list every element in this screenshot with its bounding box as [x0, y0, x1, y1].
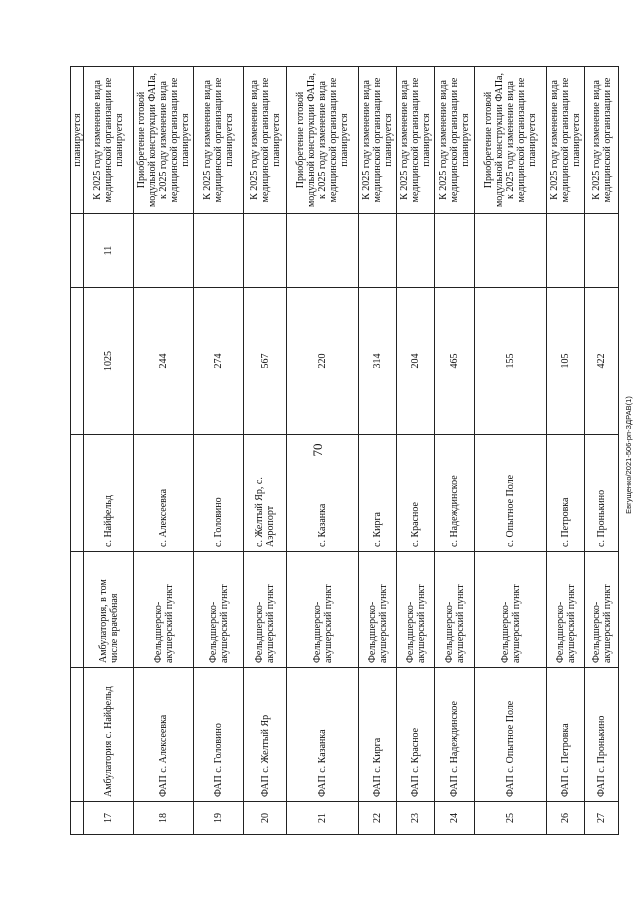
extra-value: 11: [84, 214, 134, 288]
facility-type: Фельдшерско-акушерский пункт: [397, 552, 435, 668]
table-row: [287, 67, 359, 835]
facility-name: ФАП с. Опытное Поле: [475, 668, 547, 802]
facility-name: ФАП с. Казанка: [287, 668, 359, 802]
note: Приобретение готовой модульной конструкции ФАПа, к 2025 году изменение вида медицинской организации не планируется: [475, 67, 547, 214]
note: К 2025 году изменение вида медицинской организации не планируется: [547, 67, 585, 214]
population: 1025: [84, 288, 134, 435]
facility-name: ФАП с. Надеждинское: [435, 668, 475, 802]
table-row: [84, 67, 134, 835]
population: 220: [287, 288, 359, 435]
row-number: 25: [475, 802, 547, 835]
note: К 2025 году изменение вида медицинской организации не: [585, 67, 619, 214]
facility-name: ФАП с. Алексеевка: [134, 668, 194, 802]
population: 204: [397, 288, 435, 435]
facility-type: Фельдшерско-акушерский пункт: [475, 552, 547, 668]
note: К 2025 году изменение вида медицинской организации не планируется: [359, 67, 397, 214]
facility-name: Амбулатория с. Найфельд: [84, 668, 134, 802]
population: 314: [359, 288, 397, 435]
locality: с. Опытное Поле: [475, 435, 547, 552]
facility-type: Фельдшерско-акушерский пункт: [359, 552, 397, 668]
extra-value: [287, 214, 359, 288]
row-number: 22: [359, 802, 397, 835]
population: 105: [547, 288, 585, 435]
extra-value: [547, 214, 585, 288]
row-number: 27: [585, 802, 619, 835]
table-row: [475, 67, 547, 835]
row-number: 26: [547, 802, 585, 835]
population: 155: [475, 288, 547, 435]
population: 244: [134, 288, 194, 435]
row-number: 24: [435, 802, 475, 835]
table-row: [359, 67, 397, 835]
facility-type: Фельдшерско-акушерский пункт: [585, 552, 619, 668]
note: К 2025 году изменение вида медицинской организации не планируется: [397, 67, 435, 214]
note: К 2025 году изменение вида медицинской организации не планируется: [84, 67, 134, 214]
table-row: [547, 67, 585, 835]
locality: с. Желтый Яр, с. Аэропорт: [244, 435, 287, 552]
extra-value: [435, 214, 475, 288]
facility-name: ФАП с. Красное: [397, 668, 435, 802]
table-row: [134, 67, 194, 835]
facility-name: ФАП с. Кирга: [359, 668, 397, 802]
row-number: 19: [194, 802, 244, 835]
facility-name: ФАП с. Петровка: [547, 668, 585, 802]
table-row: [194, 67, 244, 835]
facility-type: Фельдшерско-акушерский пункт: [244, 552, 287, 668]
note: Приобретение готовой модульной конструкции ФАПа, к 2025 году изменение вида медицинской организации не планируется: [134, 67, 194, 214]
extra-value: [475, 214, 547, 288]
locality: с. Петровка: [547, 435, 585, 552]
facility-name: ФАП с. Желтый Яр: [244, 668, 287, 802]
facility-type: Фельдшерско-акушерский пункт: [547, 552, 585, 668]
facility-type: Фельдшерско-акушерский пункт: [194, 552, 244, 668]
extra-value: [585, 214, 619, 288]
extra-value: [397, 214, 435, 288]
locality: с. Алексеевка: [134, 435, 194, 552]
locality: с. Красное: [397, 435, 435, 552]
extra-value: [194, 214, 244, 288]
table-row: [435, 67, 475, 835]
facility-name: ФАП с. Пронькино: [585, 668, 619, 802]
locality: с. Надеждинское: [435, 435, 475, 552]
document-code: Евгущенко/2021-506-рп-ЗДРАВ(1): [624, 396, 633, 514]
table-row: [585, 67, 619, 835]
population: 274: [194, 288, 244, 435]
population: 465: [435, 288, 475, 435]
row-number: 20: [244, 802, 287, 835]
facility-type: Амбулатория, в том числе врачебная: [84, 552, 134, 668]
row-number: 23: [397, 802, 435, 835]
population: 422: [585, 288, 619, 435]
note: Приобретение готовой модульной конструкции ФАПа, к 2025 году изменение вида медицинской организации не планируется: [287, 67, 359, 214]
note: К 2025 году изменение вида медицинской организации не планируется: [435, 67, 475, 214]
row-number: 17: [84, 802, 134, 835]
extra-value: [359, 214, 397, 288]
note: К 2025 году изменение вида медицинской организации не планируется: [194, 67, 244, 214]
extra-value: [134, 214, 194, 288]
locality: с. Найфельд: [84, 435, 134, 552]
table-body: [71, 67, 619, 835]
note: К 2025 году изменение вида медицинской организации не планируется: [244, 67, 287, 214]
facility-type: Фельдшерско-акушерский пункт: [435, 552, 475, 668]
row-number: 21: [287, 802, 359, 835]
locality: с. Казанка: [287, 435, 359, 552]
extra-value: [244, 214, 287, 288]
facility-type: Фельдшерско-акушерский пункт: [134, 552, 194, 668]
locality: с. Кирга: [359, 435, 397, 552]
facility-type: Фельдшерско-акушерский пункт: [287, 552, 359, 668]
page-number: 70: [310, 443, 325, 457]
locality: с. Головино: [194, 435, 244, 552]
table-row: [397, 67, 435, 835]
table-row: [244, 67, 287, 835]
rotated-table-wrapper: [70, 67, 613, 835]
locality: с. Пронькино: [585, 435, 619, 552]
facility-name: ФАП с. Головино: [194, 668, 244, 802]
continuation-note: планируется: [71, 67, 84, 214]
population: 567: [244, 288, 287, 435]
continuation-row: [71, 67, 84, 835]
facilities-table: [70, 66, 619, 835]
row-number: 18: [134, 802, 194, 835]
